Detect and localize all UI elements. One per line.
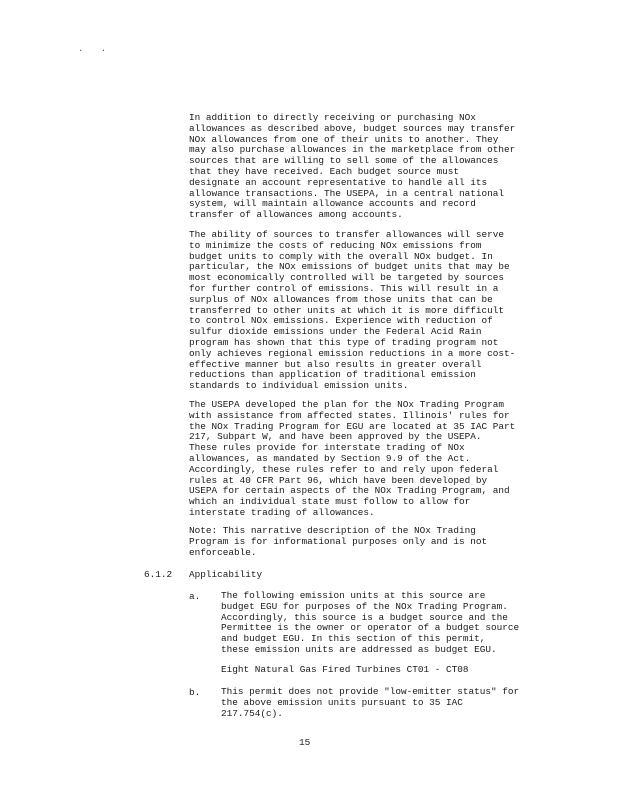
- section-title: Applicability: [189, 569, 263, 580]
- page-number: 15: [299, 737, 311, 748]
- item-a-letter: a.: [189, 591, 201, 602]
- paragraph-usepa-plan: The USEPA developed the plan for the NOx Trading Program with assistance from affected states. Illinois' rules for the NOx Trading Program for EGU are located at 35 IAC Part 217, Subpart W, and have been approved by the USEPA. These rules provide for interstate trading of NOx allowances, as mandated by Section 9.9 of the Act. Accordingly, these rules refer to and rely upon federal rules at 40 CFR Part 96, which have been developed by USEPA for certain aspects of the NOx Trading Program, and which an individual state must follow to allow for interstate trading of allowances.: [189, 399, 516, 518]
- item-b-letter: b.: [189, 687, 201, 698]
- paragraph-allowance-transfer: In addition to directly receiving or purchasing NOx allowances as described above, budget sources may transfer NOx allowances from one of their units to another. They may also purchase allowances in the marketplace from other sources that are willing to sell some of the allowances that they have received. Each budget source must designate an account representative to handle all its allowance transactions. The USEPA, in a central national system, will maintain allowance accounts and record transfer of allowances among accounts.: [189, 112, 516, 221]
- section-number: 6.1.2: [144, 569, 173, 580]
- item-b-text: This permit does not provide "low-emitter status" for the above emission units pursuant to 35 IAC 217.754(c).: [221, 686, 520, 719]
- corner-scan-mark: . .: [78, 44, 113, 54]
- paragraph-note: Note: This narrative description of the NOx Trading Program is for informational purposes only and is not enforceable.: [189, 525, 488, 558]
- item-a-text: The following emission units at this source are budget EGU for purposes of the NOx Trading Program. Accordingly, this source is a budget source and the Permittee is the owner or operator of a budget source and budget EGU. In this section of this permit, these emission units are addressed as budget EGU.: [221, 590, 520, 655]
- paragraph-transfer-ability: The ability of sources to transfer allowances will serve to minimize the costs of reducing NOx emissions from budget units to comply with the overall NOx budget. In particular, the NOx emissions of budget units that may be most economically controlled will be targeted by sources for further control of emissions. This will result in a surplus of NOx allowances from those units that can be transferred to other units at which it is more difficult to control NOx emissions. Experience with reduction of sulfur dioxide emissions under the Federal Acid Rain program has shown that this type of trading program not only achieves regional emission reductions in a more cost- effective manner but also results in greater overall reductions than application of traditional emission standards to individual emission units.: [189, 229, 516, 392]
- turbines-line: Eight Natural Gas Fired Turbines CT01 - CT08: [221, 664, 469, 675]
